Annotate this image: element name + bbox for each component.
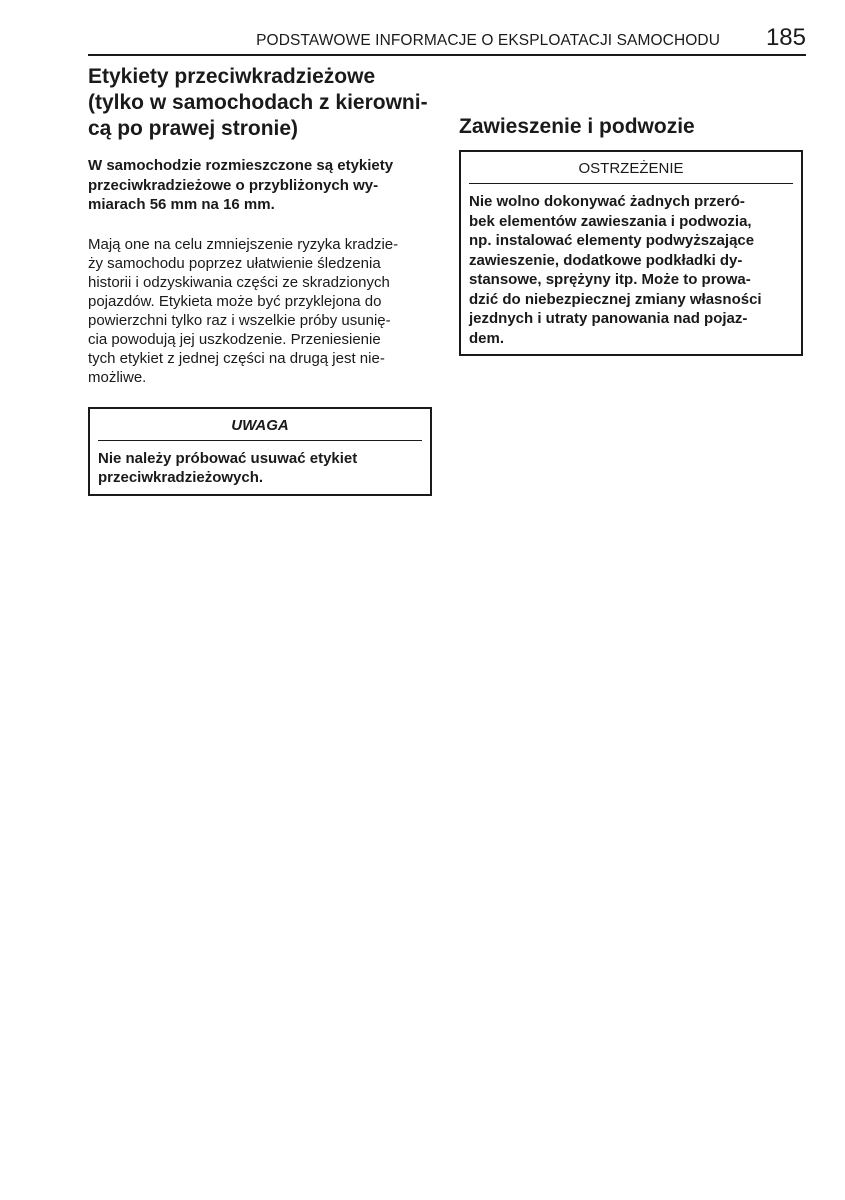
- body-line: tych etykiet z jednej części na drugą jest nie-: [88, 349, 385, 367]
- warning-notice-text: [469, 184, 793, 348]
- warning-line: Nie wolno dokonywać żadnych przeró-: [469, 193, 745, 210]
- body-line: ży samochodu poprzez ułatwienie śledzenia: [88, 254, 381, 272]
- warning-line: dem.: [469, 329, 505, 347]
- notice-line: przeciwkradzieżowych.: [98, 469, 264, 486]
- warning-line: dzić do niebezpiecznej zmiany własności: [469, 290, 762, 308]
- heading-line: cą po prawej stronie): [88, 117, 299, 140]
- left-column: [88, 64, 435, 496]
- running-header-title: PODSTAWOWE INFORMACJE O EKSPLOATACJI SAMOCHODU: [256, 32, 720, 49]
- lead-line: miarach 56 mm na 16 mm.: [88, 196, 275, 213]
- page-header: [88, 26, 806, 56]
- body-line: powierzchni tylko raz i wszelkie próby usunię-: [88, 311, 391, 329]
- body-line: historii i odzyskiwania części ze skradzionych: [88, 273, 390, 291]
- warning-line: jezdnych i utraty panowania nad pojaz-: [469, 310, 748, 327]
- warning-line: zawieszenie, dodatkowe podkładki dy-: [469, 251, 743, 269]
- body-line: Mają one na celu zmniejszenie ryzyka kradzie-: [88, 235, 399, 253]
- notice-line: Nie należy próbować usuwać etykiet: [98, 449, 358, 467]
- body-line: pojazdów. Etykieta może być przyklejona do: [88, 292, 382, 310]
- warning-notice-title: OSTRZEŻENIE: [469, 152, 793, 184]
- lead-line: przeciwkradzieżowe o przybliżonych wy-: [88, 176, 379, 194]
- body-line: cia powodują jej uszkodzenie. Przeniesienie: [88, 330, 381, 348]
- right-column: [459, 114, 805, 356]
- lead-paragraph: [88, 156, 435, 215]
- body-paragraph: [88, 235, 435, 387]
- warning-line: stansowe, sprężyny itp. Może to prowa-: [469, 271, 751, 288]
- lead-line: W samochodzie rozmieszczone są etykiety: [88, 157, 394, 174]
- caution-notice-box: [88, 407, 432, 496]
- caution-notice-title: UWAGA: [98, 409, 422, 441]
- body-line: możliwe.: [88, 368, 147, 386]
- section-title-anti-theft-labels: [88, 64, 435, 142]
- warning-notice-box: [459, 150, 803, 356]
- warning-line: np. instalować elementy podwyższające: [469, 232, 755, 249]
- heading-line: Etykiety przeciwkradzieżowe: [88, 65, 376, 88]
- caution-notice-text: [98, 441, 422, 488]
- heading-line: (tylko w samochodach z kierowni-: [88, 91, 428, 114]
- page-number: 185: [765, 24, 806, 51]
- warning-line: bek elementów zawieszania i podwozia,: [469, 212, 752, 230]
- section-title-suspension: Zawieszenie i podwozie: [459, 115, 695, 138]
